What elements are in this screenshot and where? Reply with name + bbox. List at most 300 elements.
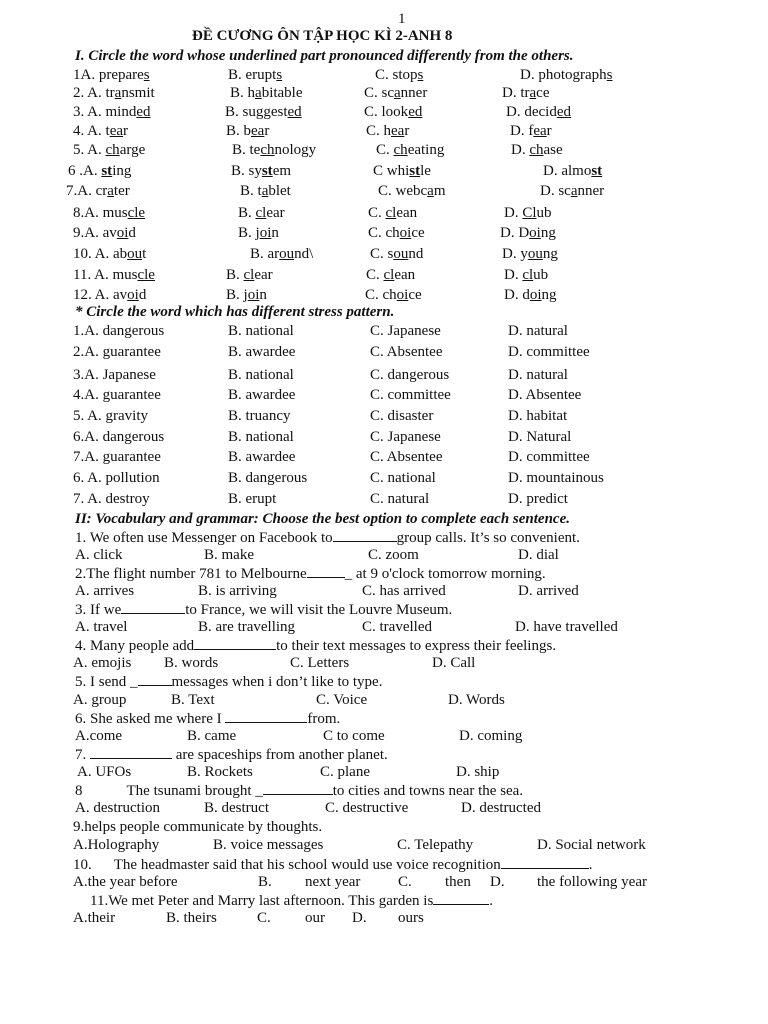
option-a <box>73 84 155 102</box>
options-row <box>0 909 768 927</box>
underlined-part: ou <box>127 246 143 262</box>
option-b <box>226 266 273 284</box>
word-part: D. <box>511 142 530 158</box>
word-part: D. sc <box>540 183 571 199</box>
option-a <box>73 224 136 242</box>
word-part: em <box>272 163 292 179</box>
option-d <box>504 204 552 222</box>
option-c: C. Japanese <box>370 429 441 445</box>
word-part: blet <box>268 183 291 199</box>
question-number: 10. <box>73 857 92 873</box>
question-text: 6. She asked me where I <box>75 711 226 727</box>
option-a: A. travel <box>75 619 128 635</box>
option-c: C to come <box>323 728 385 744</box>
option-c <box>376 141 444 159</box>
option-b: B. awardee <box>228 344 296 360</box>
option-b: next year <box>305 874 361 890</box>
options-row <box>0 654 768 672</box>
option-a: A. click <box>75 547 123 563</box>
word-part: le <box>420 163 431 179</box>
section-1-heading: I. Circle the word whose underlined part pronounced differently from the others. <box>75 48 574 64</box>
option-d: D. Absentee <box>508 387 582 403</box>
stress-row <box>0 407 768 425</box>
word-part: B. sy <box>231 163 262 179</box>
underlined-part: ou <box>279 246 295 262</box>
option-b: B. destruct <box>204 800 269 816</box>
option-b: B. came <box>187 728 237 744</box>
option-a <box>66 182 130 200</box>
answer-blank <box>307 564 345 578</box>
underlined-part: Cl <box>522 205 537 221</box>
option-c: C. dangerous <box>370 367 450 383</box>
word-part: 12. A. av <box>73 287 128 303</box>
word-part: n <box>259 287 267 303</box>
option-b: B. national <box>228 429 294 445</box>
word-part: ng <box>542 246 558 262</box>
word-part: B. h <box>230 85 256 101</box>
option-a: A.Holography <box>73 837 160 853</box>
word-part: ce <box>411 225 425 241</box>
question-text: 4. Many people add <box>75 638 195 654</box>
option-b: B. words <box>164 655 219 671</box>
underlined-part: ed <box>287 104 302 120</box>
word-part: ase <box>543 142 563 158</box>
word-part: d <box>138 287 147 303</box>
option-d: D. ship <box>456 764 500 780</box>
underlined-part: a <box>529 85 537 101</box>
answer-blank <box>433 891 489 905</box>
option-a <box>73 141 145 159</box>
stress-row <box>0 490 768 508</box>
option-d: D. Words <box>448 692 505 708</box>
option-a <box>73 66 150 84</box>
options-row <box>0 836 768 854</box>
word-part: B. j <box>226 287 248 303</box>
option-b <box>240 182 291 200</box>
option-d <box>506 103 571 121</box>
underlined-part: ed <box>556 104 571 120</box>
underlined-part: ed <box>408 104 423 120</box>
option-b <box>238 224 279 242</box>
underlined-part: oi <box>247 287 260 303</box>
option-d-letter: D. <box>490 874 505 890</box>
underlined-part: ea <box>391 123 405 139</box>
question-text: group calls. It’s so convenient. <box>396 530 580 546</box>
option-d <box>504 266 548 284</box>
option-a <box>68 162 131 180</box>
option-d: ours <box>398 910 424 926</box>
underlined-part: st <box>261 163 273 179</box>
question-text: to cities and towns near the sea. <box>332 783 524 799</box>
question-text: 7. <box>75 747 90 763</box>
word-part: C. <box>366 267 384 283</box>
option-a <box>73 204 145 222</box>
answer-blank <box>138 672 172 686</box>
option-c <box>364 103 422 121</box>
option-b <box>228 66 282 84</box>
option-b: B. is arriving <box>198 583 277 599</box>
pronunciation-row <box>0 122 768 140</box>
underlined-part: ou <box>393 246 409 262</box>
answer-blank <box>501 855 589 869</box>
stress-row <box>0 469 768 487</box>
option-b <box>250 245 313 263</box>
answer-blank <box>333 528 397 542</box>
word-part: ng <box>541 287 557 303</box>
word-part: C. <box>368 205 386 221</box>
pronunciation-row <box>0 224 768 242</box>
option-a: A. UFOs <box>77 764 132 780</box>
option-b <box>225 103 302 121</box>
word-part: C. webc <box>378 183 428 199</box>
word-part: m <box>433 183 446 199</box>
option-d: D. natural <box>508 323 568 339</box>
stress-row <box>0 386 768 404</box>
word-part: 5. A. <box>73 142 106 158</box>
option-d: D. habitat <box>508 408 568 424</box>
word-part: ter <box>113 183 130 199</box>
option-c: C. national <box>370 470 436 486</box>
word-part: nsmit <box>121 85 155 101</box>
answer-blank <box>225 709 307 723</box>
option-d: D. coming <box>459 728 523 744</box>
word-part: C. s <box>370 246 394 262</box>
page-title: ĐỀ CƯƠNG ÔN TẬP HỌC KÌ 2-ANH 8 <box>192 28 453 44</box>
answer-blank <box>90 745 172 759</box>
word-part: ub <box>533 267 549 283</box>
options-row <box>0 582 768 600</box>
underlined-part: s <box>606 67 613 83</box>
pronunciation-row <box>0 162 768 180</box>
option-c: C. destructive <box>325 800 409 816</box>
underlined-part: ou <box>527 246 543 262</box>
question-2 <box>75 564 546 583</box>
pronunciation-row <box>0 245 768 263</box>
option-a: 6.A. dangerous <box>73 429 165 445</box>
option-b: B. voice messages <box>213 837 324 853</box>
question-number: 8 <box>75 783 83 799</box>
option-b <box>232 141 316 159</box>
word-part: ear <box>266 205 285 221</box>
pronunciation-row <box>0 84 768 102</box>
pronunciation-row <box>0 66 768 84</box>
option-c <box>378 182 446 200</box>
option-b: B. national <box>228 367 294 383</box>
option-c: C. plane <box>320 764 370 780</box>
option-d <box>543 162 602 180</box>
option-d <box>500 224 556 242</box>
option-c: then <box>445 874 471 890</box>
word-part: B. ar <box>250 246 280 262</box>
underlined-part: oi <box>127 287 139 303</box>
word-part: 6 .A. <box>68 163 102 179</box>
option-b <box>226 286 267 304</box>
question-text: to their text messages to express their feelings. <box>276 638 557 654</box>
option-a: 1.A. dangerous <box>73 323 165 339</box>
word-part: B. erupt <box>228 67 277 83</box>
underlined-part: cl <box>383 267 395 283</box>
option-c: C. committee <box>370 387 451 403</box>
word-part: D. f <box>510 123 534 139</box>
word-part: D. photograph <box>520 67 607 83</box>
option-c: C. Japanese <box>370 323 441 339</box>
underlined-part: ch <box>393 142 408 158</box>
word-part: C. look <box>364 104 409 120</box>
pronunciation-row <box>0 266 768 284</box>
option-c-letter: C. <box>398 874 412 890</box>
underlined-part: oi <box>529 287 542 303</box>
options-row <box>0 873 768 891</box>
option-c: C. Absentee <box>370 344 443 360</box>
word-part: r <box>546 123 552 139</box>
word-part: 1A. prepare <box>73 67 144 83</box>
option-c <box>368 224 425 242</box>
word-part: C. h <box>366 123 392 139</box>
pronunciation-row <box>0 141 768 159</box>
question-text: to France, we will visit the Louvre Museum. <box>185 602 453 618</box>
word-part: B. b <box>226 123 252 139</box>
option-d <box>540 182 604 200</box>
option-d: D. arrived <box>518 583 579 599</box>
option-c: C. has arrived <box>362 583 446 599</box>
word-part: ng <box>540 225 556 241</box>
underlined-part: ed <box>136 104 151 120</box>
option-c: C. travelled <box>362 619 432 635</box>
option-c: C. Telepathy <box>397 837 474 853</box>
underlined-part: a <box>261 183 269 199</box>
pronunciation-row <box>0 182 768 200</box>
word-part: 4. A. t <box>73 123 110 139</box>
underlined-part: st <box>101 163 113 179</box>
question-4 <box>75 636 556 655</box>
option-a: A.the year before <box>73 874 178 890</box>
question-text: _ at 9 o'clock tomorrow morning. <box>344 566 546 582</box>
option-b <box>230 84 303 102</box>
underlined-part: st <box>591 163 603 179</box>
word-part: ce <box>536 85 550 101</box>
word-part: B. j <box>238 225 260 241</box>
option-a: A. arrives <box>75 583 135 599</box>
word-part: nology <box>274 142 317 158</box>
option-d: D. Call <box>432 655 476 671</box>
word-part: 8.A. mus <box>73 205 128 221</box>
underlined-part: oi <box>259 225 272 241</box>
option-a: A.their <box>73 910 116 926</box>
word-part: ean <box>396 205 418 221</box>
stress-heading: * Circle the word which has different stress pattern. <box>75 304 395 320</box>
option-a: 4.A. guarantee <box>73 387 161 403</box>
underlined-part: ea <box>109 123 124 139</box>
word-part: d <box>128 225 136 241</box>
underlined-part: ea <box>533 123 547 139</box>
section-2-heading: II: Vocabulary and grammar: Choose the best option to complete each sentence. <box>75 511 570 527</box>
pronunciation-row <box>0 204 768 222</box>
pronunciation-row <box>0 103 768 121</box>
option-c <box>373 162 431 180</box>
underlined-part: s <box>143 67 150 83</box>
underlined-part: s <box>276 67 283 83</box>
option-a: 7. A. destroy <box>73 491 150 507</box>
option-b-letter: B. <box>258 874 272 890</box>
word-part: C. sc <box>364 85 394 101</box>
option-a <box>73 266 155 284</box>
stress-row <box>0 343 768 361</box>
underlined-part: cl <box>255 205 267 221</box>
option-d: D. predict <box>508 491 568 507</box>
option-c <box>364 84 427 102</box>
word-part: D. decid <box>506 104 557 120</box>
option-a: 2.A. guarantee <box>73 344 161 360</box>
word-part: t <box>142 246 147 262</box>
option-c <box>366 122 409 140</box>
question-11 <box>90 891 493 910</box>
options-row <box>0 727 768 745</box>
option-d <box>511 141 563 159</box>
option-c <box>375 66 423 84</box>
underlined-part: oi <box>399 225 412 241</box>
answer-blank <box>194 636 276 650</box>
option-b: B. are travelling <box>198 619 296 635</box>
option-b: B. awardee <box>228 449 296 465</box>
answer-blank <box>121 600 185 614</box>
option-c: C. Voice <box>316 692 368 708</box>
stress-row <box>0 428 768 446</box>
option-b: B. national <box>228 323 294 339</box>
word-part: r <box>264 123 270 139</box>
underlined-part: a <box>107 183 114 199</box>
option-c <box>370 245 423 263</box>
stress-row <box>0 322 768 340</box>
option-b: B. dangerous <box>228 470 308 486</box>
word-part: nner <box>400 85 428 101</box>
option-b: B. Text <box>171 692 215 708</box>
question-text: 1. We often use Messenger on Facebook to <box>75 530 333 546</box>
option-a: A.come <box>75 728 123 744</box>
underlined-part: cl <box>522 267 534 283</box>
option-b: B. awardee <box>228 387 296 403</box>
word-part: 3. A. mind <box>73 104 137 120</box>
option-a: 6. A. pollution <box>73 470 160 486</box>
word-part: n <box>271 225 279 241</box>
underlined-part: ch <box>260 142 275 158</box>
option-a <box>73 286 146 304</box>
option-c-letter: C. <box>257 910 271 926</box>
underlined-part: a <box>255 85 262 101</box>
word-part: D. D <box>500 225 530 241</box>
word-part: nd\ <box>294 246 314 262</box>
option-d: D. mountainous <box>508 470 604 486</box>
option-a: 7.A. guarantee <box>73 449 161 465</box>
option-d <box>502 84 550 102</box>
option-d: D. Social network <box>537 837 646 853</box>
option-a: 3.A. Japanese <box>73 367 156 383</box>
word-part: D. <box>504 205 523 221</box>
word-part: ing <box>112 163 132 179</box>
underlined-part: a <box>394 85 401 101</box>
word-part: C. <box>376 142 394 158</box>
question-text: are spaceships from another planet. <box>172 747 388 763</box>
question-9: 9.helps people communicate by thoughts. <box>73 819 323 835</box>
option-a: A. emojis <box>73 655 132 671</box>
underlined-part: cle <box>127 205 146 221</box>
option-c: C. Absentee <box>370 449 443 465</box>
option-d: D. Natural <box>508 429 572 445</box>
underlined-part: a <box>570 183 578 199</box>
option-d-letter: D. <box>352 910 367 926</box>
question-text: messages when i don’t like to type. <box>171 674 383 690</box>
option-d: D. natural <box>508 367 568 383</box>
word-part: ean <box>394 267 416 283</box>
option-d: D. have travelled <box>515 619 618 635</box>
option-d: D. committee <box>508 344 590 360</box>
option-c <box>368 204 417 222</box>
word-part: D. d <box>504 287 530 303</box>
option-d <box>504 286 557 304</box>
option-b <box>231 162 291 180</box>
word-part: ub <box>536 205 552 221</box>
option-d: D. dial <box>518 547 559 563</box>
word-part: B. te <box>232 142 261 158</box>
page-number: 1 <box>398 11 406 27</box>
option-b: B. truancy <box>228 408 291 424</box>
option-d: the following year <box>537 874 647 890</box>
word-part: nner <box>577 183 605 199</box>
question-text: . <box>588 857 593 873</box>
word-part: D. almo <box>543 163 592 179</box>
word-part: ce <box>408 287 422 303</box>
word-part: 2. A. tr <box>73 85 115 101</box>
underlined-part: st <box>409 163 421 179</box>
word-part: C. ch <box>368 225 400 241</box>
option-a <box>73 122 128 140</box>
option-d <box>502 245 558 263</box>
underlined-part: ch <box>529 142 544 158</box>
word-part: C whi <box>373 163 410 179</box>
option-d <box>520 66 613 84</box>
options-row <box>0 799 768 817</box>
word-part: 9.A. av <box>73 225 117 241</box>
question-text: 2.The flight number 781 to Melbourne <box>75 566 307 582</box>
question-10 <box>73 855 592 874</box>
pronunciation-row <box>0 286 768 304</box>
option-c: C. Letters <box>290 655 350 671</box>
underlined-part: oi <box>396 287 409 303</box>
underlined-part: cle <box>137 267 155 283</box>
option-d: D. committee <box>508 449 590 465</box>
word-part: eating <box>407 142 445 158</box>
question-text: 11.We met Peter and Marry last afternoon. This garden is <box>90 893 434 909</box>
word-part: B. suggest <box>225 104 288 120</box>
question-7 <box>75 745 388 764</box>
option-d <box>510 122 552 140</box>
option-a <box>73 245 146 263</box>
option-b <box>226 122 269 140</box>
underlined-part: ea <box>251 123 265 139</box>
question-text: . <box>489 893 494 909</box>
option-b: B. Rockets <box>187 764 253 780</box>
option-b: B. make <box>204 547 254 563</box>
word-part: C. ch <box>365 287 397 303</box>
question-text: 5. I send _ <box>75 674 138 690</box>
option-c: C. zoom <box>368 547 419 563</box>
option-c <box>365 286 422 304</box>
word-part: B. <box>226 267 244 283</box>
answer-blank <box>263 781 333 795</box>
option-a: A. destruction <box>75 800 160 816</box>
word-part: D. tr <box>502 85 530 101</box>
underlined-part: ch <box>105 142 120 158</box>
word-part: B. <box>238 205 256 221</box>
